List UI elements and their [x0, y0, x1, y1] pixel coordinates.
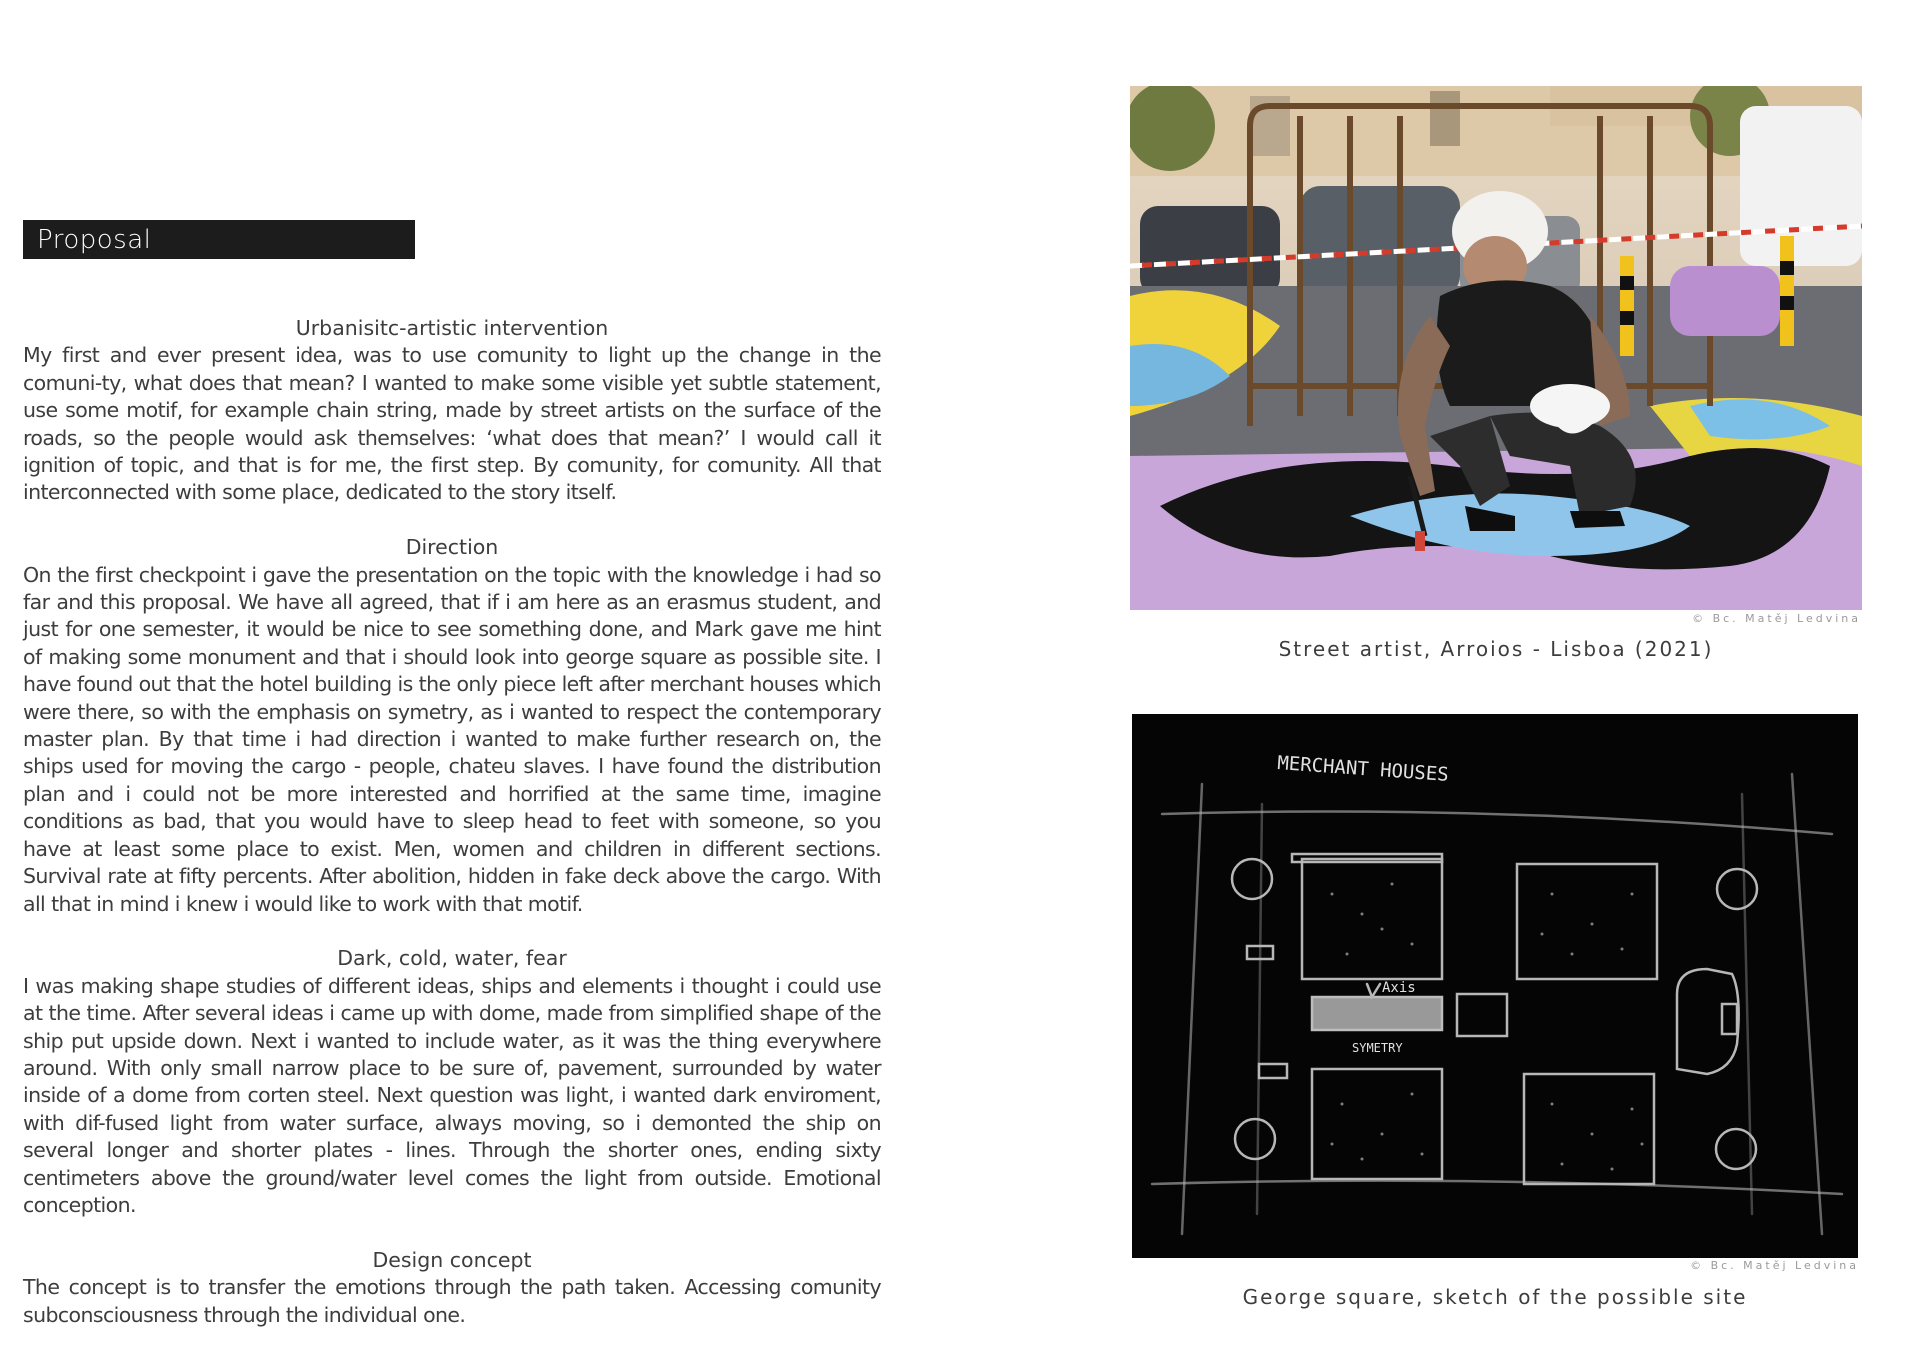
- section-body-urbanistic: My first and ever present idea, was to use comunity to light up the change in the comuni-ty, what does that mean? I wanted to make some visible yet subtle statement, use some motif, for example chain string, made by street artists on the surface of the roads, so the people would ask themselves: ‘what does that mean?’ I would call it ignition of topic, and that is for me, the first step. By comunity, for comunity. All that interconnected with some place, dedicated to the story itself.: [23, 343, 881, 505]
- photo-caption-2: George square, sketch of the possible site: [1242, 1285, 1748, 1309]
- george-square-sketch: [1132, 714, 1858, 1258]
- sketch-label-symmetry: SYMETRY: [1352, 1041, 1403, 1055]
- section-body-direction: On the first checkpoint i gave the presentation on the topic with the knowledge i had so far and this proposal. We have all agreed, that if i am here as an erasmus student, and just for one semester, it would be nice to see something done, and Mark gave me hint of making some monument and that i should look into george square as possible site. I have found out that the hotel building is the only piece left after merchant houses which were there, so with the emphasis on symetry, as i wanted to respect the contemporary master plan. By that time i had direction i wanted to make further research on, the ships used for moving the cargo - people, chateu slaves. I have found the distribution plan and i could not be more interested and horrified at the same time, imagine conditions as bad, that you would have to sleep head to feet with someone, so you have at least some place to exist. Men, women and children in different sections. Survival rate at fifty percents. After abolition, hidden in fake deck above the cargo. With all that in mind i knew i would like to work with that motif.: [23, 562, 881, 916]
- section-heading-direction: Direction: [405, 535, 499, 560]
- photo-credit-2: © Bc. Matěj Ledvina: [1690, 1259, 1859, 1272]
- street-artist-illustration: [1130, 86, 1862, 610]
- photo-caption-1: Street artist, Arroios - Lisboa (2021): [1278, 637, 1714, 661]
- section-header: [23, 220, 415, 259]
- site-sketch-illustration: [1132, 714, 1858, 1258]
- section-body-dark-cold: I was making shape studies of different ideas, ships and elements i thought i could use at the time. After several ideas i came up with dome, made from simplified shape of the ship put upside down. Next i wanted to include water, as it was the thing everywhere around. With only small narrow place to be sure of, pavement, surrounded by water inside of a dome from corten steel. Next question was light, i wanted dark enviroment, with dif-fused light from water surface, always moving, so i demonted the ship on several longer and shorter plates - lines. Through the shorter ones, ending sixty centimeters above the ground/water level comes the light from outside. Emotional conception.: [23, 973, 881, 1217]
- sketch-label-merchant: MERCHANT HOUSES: [1276, 752, 1450, 786]
- sketch-label-axis: Axis: [1382, 980, 1416, 996]
- section-heading-dark-cold: Dark, cold, water, fear: [337, 946, 567, 971]
- section-heading-urbanistic: Urbanisitc-artistic intervention: [295, 316, 609, 340]
- street-artist-photo: [1130, 86, 1862, 610]
- photo-credit-1: © Bc. Matěj Ledvina: [1692, 612, 1861, 625]
- section-title: Proposal: [37, 225, 152, 255]
- text-column: [23, 315, 881, 1356]
- section-heading-design-concept: Design concept: [372, 1247, 532, 1272]
- section-body-design-concept: The concept is to transfer the emotions through the path taken. Accessing comunity subconsciousness through the individual one.: [23, 1275, 881, 1327]
